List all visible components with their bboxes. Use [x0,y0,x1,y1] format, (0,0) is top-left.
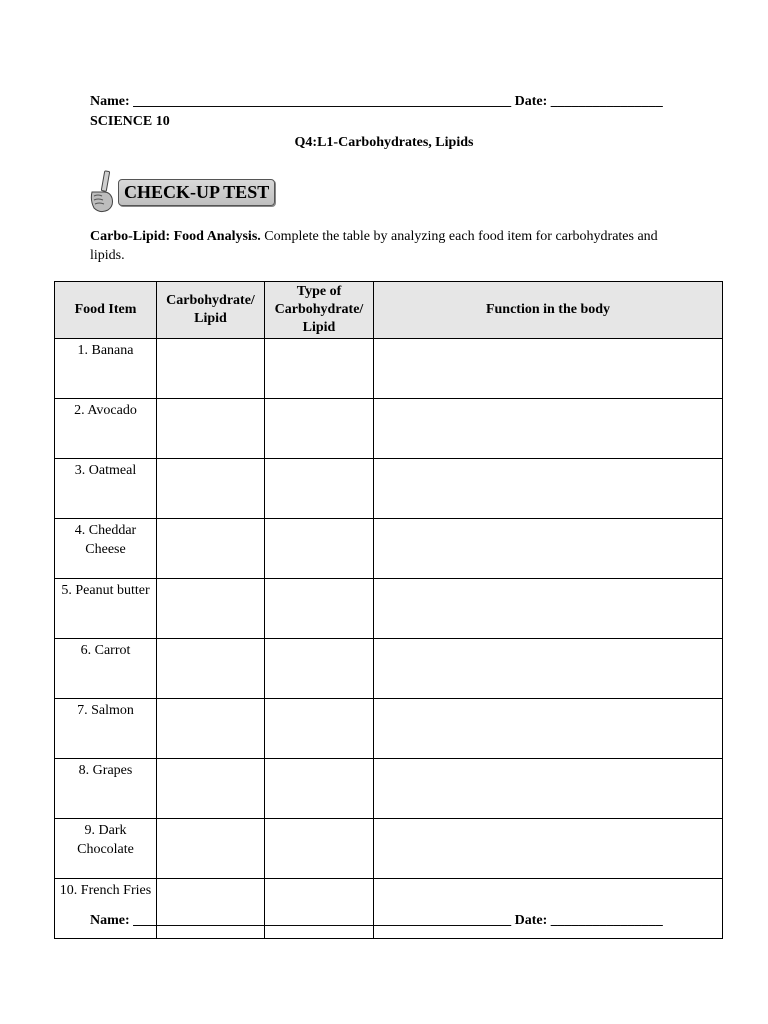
answer-cell[interactable] [157,639,265,699]
header-function: Function in the body [374,282,723,339]
food-item-cell: 3. Oatmeal [55,459,157,519]
table-row [55,519,723,579]
answer-cell[interactable] [157,399,265,459]
badge-label: CHECK-UP TEST [118,179,275,206]
answer-cell[interactable] [265,879,374,939]
food-item-cell: 6. Carrot [55,639,157,699]
answer-cell[interactable] [157,819,265,879]
answer-cell[interactable] [374,759,723,819]
table-row [55,879,723,939]
check-up-test-badge [86,170,275,214]
answer-cell[interactable] [265,399,374,459]
table-row [55,759,723,819]
table-row [55,699,723,759]
answer-cell[interactable] [265,579,374,639]
food-item-cell: 2. Avocado [55,399,157,459]
subject-label: SCIENCE 10 [90,114,170,129]
table-row [55,399,723,459]
answer-cell[interactable] [374,459,723,519]
table-row [55,819,723,879]
name-date-line-bottom: Name: ______________________________________________________ Date: ________________ [90,913,663,928]
lesson-title: Q4:L1-Carbohydrates, Lipids [294,135,474,150]
table-header-row [55,282,723,339]
answer-cell[interactable] [374,699,723,759]
answer-cell[interactable] [157,699,265,759]
answer-cell[interactable] [157,459,265,519]
food-item-cell: 1. Banana [55,339,157,399]
table-row [55,339,723,399]
answer-cell[interactable] [374,639,723,699]
answer-cell[interactable] [265,339,374,399]
table-row [55,459,723,519]
name-date-line-top: Name: ______________________________________________________ Date: ________________ [90,94,663,109]
answer-cell[interactable] [157,339,265,399]
answer-cell[interactable] [265,459,374,519]
answer-cell[interactable] [265,519,374,579]
table-row [55,639,723,699]
answer-cell[interactable] [157,759,265,819]
food-item-cell: 4. Cheddar Cheese [55,519,157,579]
answer-cell[interactable] [265,759,374,819]
food-item-cell: 7. Salmon [55,699,157,759]
food-item-cell: 8. Grapes [55,759,157,819]
answer-cell[interactable] [265,699,374,759]
answer-cell[interactable] [374,519,723,579]
header-carbohydrate-lipid: Carbohydrate/ Lipid [157,282,265,339]
answer-cell[interactable] [157,519,265,579]
food-item-cell: 5. Peanut butter [55,579,157,639]
instructions-text: Complete the table by analyzing each food item for carbohydrates and lipids. [90,229,658,263]
answer-cell[interactable] [157,879,265,939]
answer-cell[interactable] [157,579,265,639]
food-item-cell: 9. Dark Chocolate [55,819,157,879]
header-food-item: Food Item [55,282,157,339]
answer-cell[interactable] [265,639,374,699]
answer-cell[interactable] [374,339,723,399]
answer-cell[interactable] [374,579,723,639]
answer-cell[interactable] [265,819,374,879]
answer-cell[interactable] [374,879,723,939]
answer-cell[interactable] [374,819,723,879]
instructions-title: Carbo-Lipid: Food Analysis. [90,229,261,244]
food-analysis-table [54,281,723,939]
table-row [55,579,723,639]
food-item-cell: 10. French Fries [55,879,157,939]
hand-pencil-icon [86,170,118,214]
header-type: Type of Carbohydrate/ Lipid [265,282,374,339]
instructions [90,227,690,265]
answer-cell[interactable] [374,399,723,459]
